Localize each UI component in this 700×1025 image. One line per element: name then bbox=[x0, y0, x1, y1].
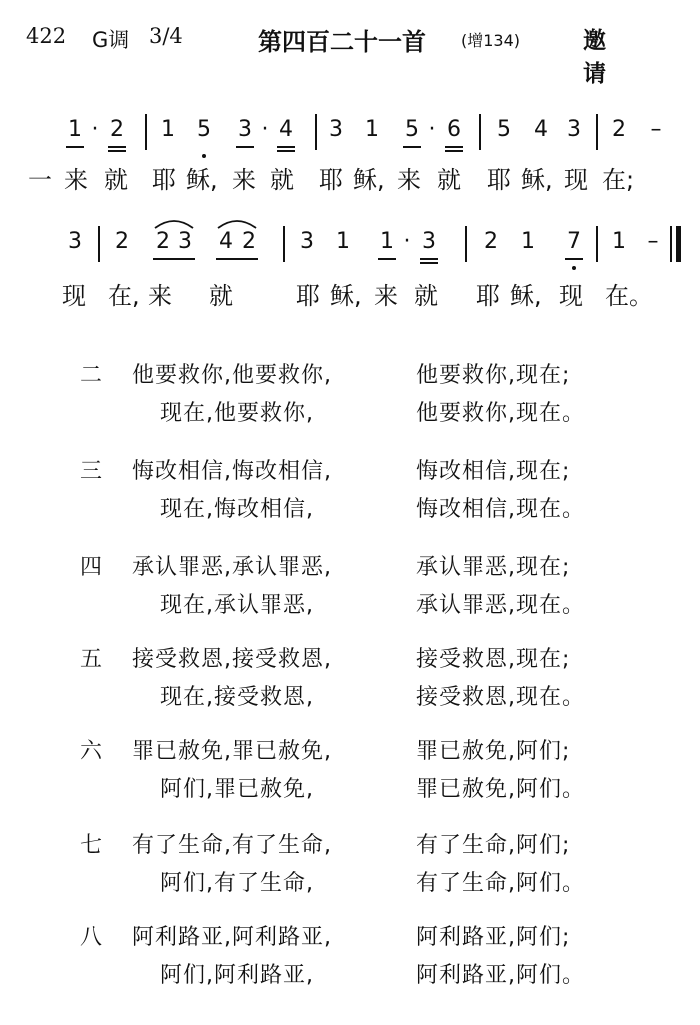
underline bbox=[108, 146, 126, 148]
note: 1 bbox=[365, 117, 379, 142]
note: 1 bbox=[336, 229, 350, 254]
bar-line bbox=[479, 114, 481, 150]
lyric-char: 耶 bbox=[319, 166, 343, 194]
lyric-char: 来 bbox=[397, 166, 421, 194]
underline bbox=[378, 258, 396, 260]
note: 2 bbox=[484, 229, 498, 254]
verse-line-text: 现在,悔改相信, bbox=[160, 497, 314, 522]
note: 7 bbox=[567, 229, 581, 254]
verse-8 bbox=[0, 920, 700, 1000]
verse-line-text: 承认罪恶,现在。 bbox=[416, 593, 585, 618]
hymn-supplement-number: (增134) bbox=[461, 31, 521, 50]
augmentation-dot: · bbox=[428, 117, 436, 142]
verse-line-text: 承认罪恶,承认罪恶, bbox=[132, 555, 332, 580]
hymn-name: 邀请 bbox=[583, 28, 652, 87]
verse-line-text: 罪已赦免,罪已赦免, bbox=[132, 739, 332, 764]
verse-number: 四 bbox=[80, 555, 103, 580]
verse-line-text: 接受救恩,现在。 bbox=[416, 685, 585, 710]
lyric-char: 耶 bbox=[487, 166, 511, 194]
note: 1 bbox=[612, 229, 626, 254]
verse-line-text: 现在,他要救你, bbox=[160, 401, 314, 426]
underline bbox=[420, 262, 438, 264]
note: 4 bbox=[534, 117, 548, 142]
verse-number: 八 bbox=[80, 925, 103, 950]
underline bbox=[445, 150, 463, 152]
verse-line-text: 阿利路亚,阿利路亚, bbox=[132, 925, 332, 950]
note: 6 bbox=[447, 117, 461, 142]
lyric-char: 来 bbox=[148, 282, 172, 310]
hymn-header bbox=[0, 22, 700, 87]
hymn-time-signature: 3/4 bbox=[149, 24, 183, 48]
underline bbox=[108, 150, 126, 152]
verse-line-text: 阿利路亚,阿们。 bbox=[416, 963, 585, 988]
lyric-char: 现 bbox=[62, 282, 86, 310]
verse-number: 七 bbox=[80, 833, 103, 858]
lyric-char: 就 bbox=[104, 166, 128, 194]
note: 1 bbox=[68, 117, 82, 142]
note: 5 bbox=[197, 117, 211, 142]
verse-line-text: 有了生命,阿们; bbox=[416, 833, 571, 858]
verse-line-text: 悔改相信,悔改相信, bbox=[132, 459, 332, 484]
bar-line bbox=[145, 114, 147, 150]
note: 1 bbox=[380, 229, 394, 254]
note: 3 bbox=[300, 229, 314, 254]
bar-line bbox=[283, 226, 285, 262]
underline bbox=[153, 258, 195, 260]
underline bbox=[403, 146, 421, 148]
note: 3 bbox=[422, 229, 436, 254]
lyric-line-1 bbox=[0, 160, 700, 194]
bar-line bbox=[315, 114, 317, 150]
lyric-char: 耶 bbox=[152, 166, 176, 194]
final-bar-thin bbox=[670, 226, 672, 262]
underline bbox=[445, 146, 463, 148]
hymn-title: 第四百二十一首 bbox=[258, 28, 426, 56]
note: 1 bbox=[161, 117, 175, 142]
lyric-char: 在。 bbox=[605, 282, 653, 310]
note: 2 bbox=[156, 229, 170, 254]
note: 3 bbox=[178, 229, 192, 254]
augmentation-dot: · bbox=[403, 229, 411, 254]
verse-5 bbox=[0, 642, 700, 722]
verse-6 bbox=[0, 734, 700, 814]
lyric-char: 稣, bbox=[353, 166, 385, 194]
dash: – bbox=[650, 117, 662, 142]
verse-3 bbox=[0, 454, 700, 534]
slur bbox=[152, 216, 196, 230]
lower-octave-dot bbox=[202, 154, 206, 158]
verse-line-text: 现在,接受救恩, bbox=[160, 685, 314, 710]
final-bar-thick bbox=[676, 226, 681, 262]
verse-line-text: 阿们,罪已赦免, bbox=[160, 777, 314, 802]
note: 3 bbox=[238, 117, 252, 142]
verse-line-text: 罪已赦免,阿们; bbox=[416, 739, 571, 764]
verse-7 bbox=[0, 828, 700, 908]
lyric-char: 来 bbox=[64, 166, 88, 194]
verse-line-text: 阿们,有了生命, bbox=[160, 871, 314, 896]
hymn-number: 422 bbox=[26, 24, 67, 48]
underline bbox=[236, 146, 254, 148]
notation-line-1 bbox=[0, 116, 700, 166]
lyric-char: 就 bbox=[270, 166, 294, 194]
note: 2 bbox=[612, 117, 626, 142]
lyric-char: 就 bbox=[414, 282, 438, 310]
lyric-char: 在, bbox=[108, 282, 140, 310]
underline bbox=[420, 258, 438, 260]
verse-line-text: 阿利路亚,阿们; bbox=[416, 925, 571, 950]
verse-line-text: 悔改相信,现在。 bbox=[416, 497, 585, 522]
bar-line bbox=[596, 114, 598, 150]
note: 2 bbox=[115, 229, 129, 254]
lyric-char: 耶 bbox=[476, 282, 500, 310]
verse-line-text: 他要救你,现在。 bbox=[416, 401, 585, 426]
verse-line-text: 承认罪恶,现在; bbox=[416, 555, 571, 580]
lyric-char: 稣, bbox=[330, 282, 362, 310]
verse-line-text: 罪已赦免,阿们。 bbox=[416, 777, 585, 802]
lyric-char: 稣, bbox=[510, 282, 542, 310]
verse-line-text: 接受救恩,现在; bbox=[416, 647, 571, 672]
verse-number: 五 bbox=[80, 647, 103, 672]
dash: – bbox=[647, 229, 659, 254]
lyric-char: 稣, bbox=[186, 166, 218, 194]
note: 5 bbox=[405, 117, 419, 142]
verse-line-text: 悔改相信,现在; bbox=[416, 459, 571, 484]
note: 1 bbox=[521, 229, 535, 254]
verse-line-text: 接受救恩,接受救恩, bbox=[132, 647, 332, 672]
note: 5 bbox=[497, 117, 511, 142]
verse-line-text: 阿们,阿利路亚, bbox=[160, 963, 314, 988]
note: 3 bbox=[329, 117, 343, 142]
note: 4 bbox=[219, 229, 233, 254]
lyric-line-2 bbox=[0, 276, 700, 310]
verse-line-text: 有了生命,有了生命, bbox=[132, 833, 332, 858]
underline bbox=[216, 258, 258, 260]
augmentation-dot: · bbox=[91, 117, 99, 142]
bar-line bbox=[465, 226, 467, 262]
lyric-char: 就 bbox=[209, 282, 233, 310]
verse-number: 三 bbox=[80, 459, 103, 484]
underline bbox=[565, 258, 583, 260]
verse-line-text: 他要救你,他要救你, bbox=[132, 363, 332, 388]
bar-line bbox=[596, 226, 598, 262]
lyric-char: 现 bbox=[559, 282, 583, 310]
slur bbox=[215, 216, 259, 230]
verse-line-text: 现在,承认罪恶, bbox=[160, 593, 314, 618]
augmentation-dot: · bbox=[261, 117, 269, 142]
lyric-char: 就 bbox=[437, 166, 461, 194]
bar-line bbox=[98, 226, 100, 262]
verse-number: 二 bbox=[80, 363, 103, 388]
lyric-char: 现 bbox=[564, 166, 588, 194]
lyric-char: 稣, bbox=[521, 166, 553, 194]
lyric-char: 一 bbox=[28, 166, 52, 194]
note: 3 bbox=[68, 229, 82, 254]
lyric-char: 耶 bbox=[296, 282, 320, 310]
underline bbox=[277, 146, 295, 148]
hymn-key: G调 bbox=[92, 28, 130, 52]
lyric-char: 在; bbox=[602, 166, 635, 194]
note: 2 bbox=[110, 117, 124, 142]
lyric-char: 来 bbox=[374, 282, 398, 310]
verse-line-text: 有了生命,阿们。 bbox=[416, 871, 585, 896]
verse-number: 六 bbox=[80, 739, 103, 764]
verse-4 bbox=[0, 550, 700, 630]
note: 4 bbox=[279, 117, 293, 142]
note: 3 bbox=[567, 117, 581, 142]
underline bbox=[66, 146, 84, 148]
verse-line-text: 他要救你,现在; bbox=[416, 363, 571, 388]
notation-line-2 bbox=[0, 228, 700, 278]
underline bbox=[277, 150, 295, 152]
note: 2 bbox=[242, 229, 256, 254]
lower-octave-dot bbox=[572, 266, 576, 270]
verse-2 bbox=[0, 358, 700, 438]
lyric-char: 来 bbox=[232, 166, 256, 194]
